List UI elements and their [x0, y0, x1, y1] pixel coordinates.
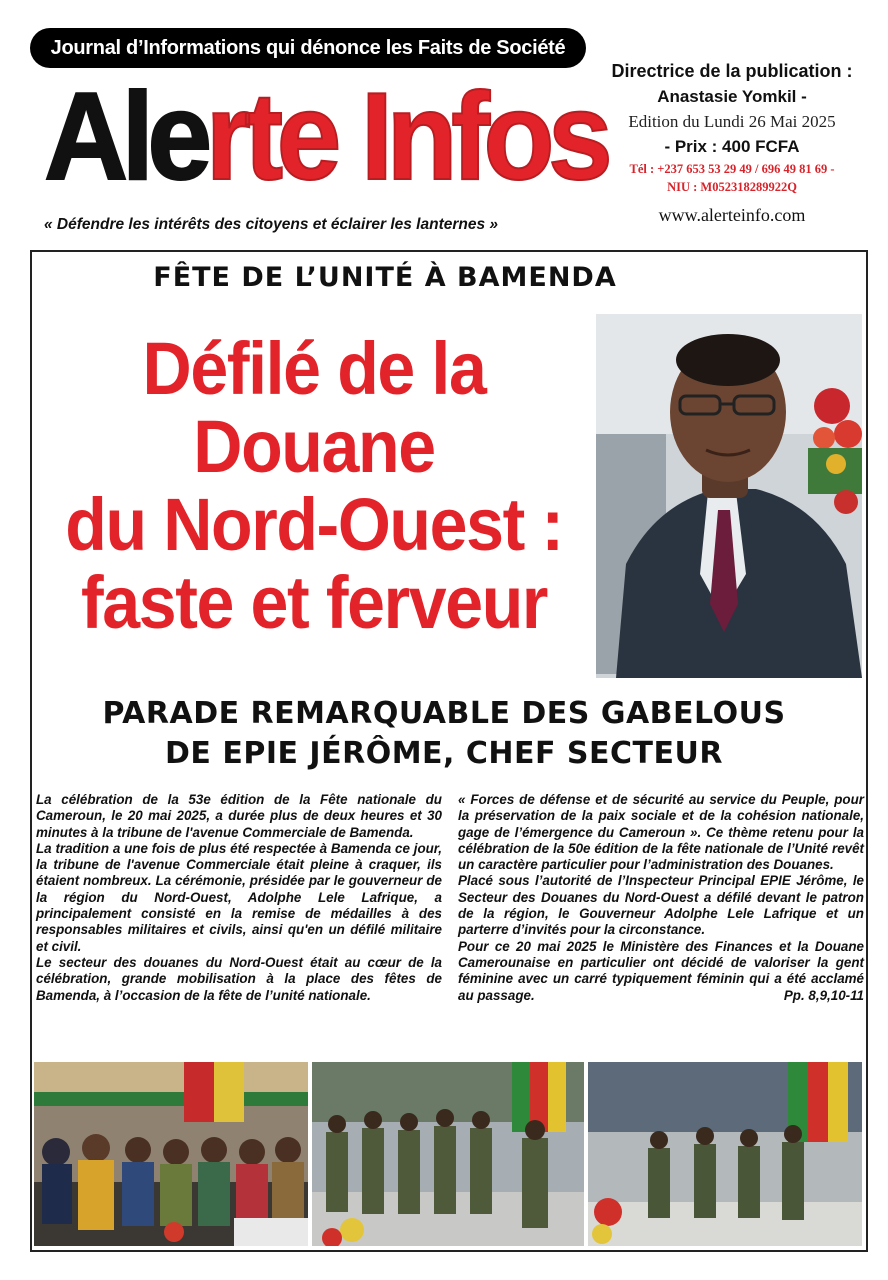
portrait-illustration [596, 314, 862, 678]
telephone: Tél : +237 653 53 29 49 / 696 49 81 69 - [629, 162, 835, 176]
newspaper-logo [44, 62, 607, 212]
portrait-photo [596, 314, 862, 678]
article-headline [56, 327, 571, 644]
photo-officials-tribune [34, 1062, 308, 1246]
parade-illustration-1 [312, 1062, 584, 1246]
directrice-label: Directrice de la publication : [611, 61, 853, 81]
headline-line-1: Défilé de la Douane [142, 327, 486, 488]
right-paragraph-3 [458, 939, 864, 1004]
subhead-line-2: DE EPIE JÉRÔME, CHEF SECTEUR [165, 736, 723, 771]
article-column-right [458, 792, 864, 1004]
article-kicker: FÊTE DE L’UNITÉ À BAMENDA [153, 262, 617, 293]
left-paragraph-1: La célébration de la 53e édition de la Fête nationale du Cameroun, le 20 mai 2025, a durée plus de deux heures et 30 minutes à la tribune de l'avenue Commerciale de Bamenda. [36, 792, 442, 840]
logo-part-black: Ale [44, 68, 206, 206]
right-paragraph-1: « Forces de défense et de sécurité au service du Peuple, pour la préservation de la paix sociale et de la cohésion nationale, gage de l’émergence du Cameroun ». Ce thème retenu pour la célébration de la 50e édition de la fête nationale de l’Unité revêt un caractère particulier pour l’administration des Douanes. [458, 792, 864, 873]
tribune-illustration [34, 1062, 308, 1246]
right-paragraph-2: Placé sous l’autorité de l’Inspecteur Principal EPIE Jérôme, le Secteur des Douanes du Nord-Ouest a défilé devant le patron de la région, le Gouverneur Adolphe Lele Lafrique et un parterre d’invités pour la circonstance. [458, 873, 864, 938]
headline-line-3: faste et ferveur [80, 561, 548, 644]
niu-number: NIU : M052318289922Q [667, 180, 797, 194]
price: - Prix : 400 FCFA [664, 137, 800, 156]
right-paragraph-3-text: Pour ce 20 mai 2025 le Ministère des Finances et la Douane Camerounaise en particulier ont décidé de valoriser la gent féminine avec un carré typiquement féminin qui a été acclamé au passage. [458, 938, 864, 1003]
directrice-name: Anastasie Yomkil - [657, 87, 807, 106]
parade-illustration-2 [588, 1062, 862, 1246]
left-paragraph-3: Le secteur des douanes du Nord-Ouest était au cœur de la célébration, grande mobilisation à la place des fêtes de Bamenda, à l’occasion de la fête de l’unité nationale. [36, 954, 442, 1003]
subhead-line-1: PARADE REMARQUABLE DES GABELOUS [102, 696, 786, 731]
photo-parade-march [312, 1062, 584, 1246]
article-subhead [40, 694, 848, 774]
photo-parade-women [588, 1062, 862, 1246]
masthead-tagline: Journal d’Informations qui dénonce les Faits de Société [30, 28, 586, 68]
publication-info [592, 58, 872, 230]
article-column-left [36, 792, 442, 1004]
left-paragraph-2: La tradition a une fois de plus été respectée à Bamenda ce jour, la tribune de l'avenue Commerciale était pleine à craquer, ils étaient nombreux. La cérémonie, présidée par le gouverneur de la région du Nord-Ouest, Adolphe Lele Lafrique, a principalement consisté en la remise de médailles à des responsables militaires et civils, ainsi qu'en un défilé militaire et civil. [36, 840, 442, 954]
masthead-motto: « Défendre les intérêts des citoyens et éclairer les lanternes » [44, 216, 499, 233]
edition-date: Edition du Lundi 26 Mai 2025 [628, 112, 836, 131]
page-reference: Pp. 8,9,10-11 [783, 987, 864, 1003]
headline-line-2: du Nord-Ouest : [65, 483, 563, 566]
logo-part-red: rte Infos [205, 68, 607, 206]
website-link[interactable]: www.alerteinfo.com [658, 205, 806, 225]
